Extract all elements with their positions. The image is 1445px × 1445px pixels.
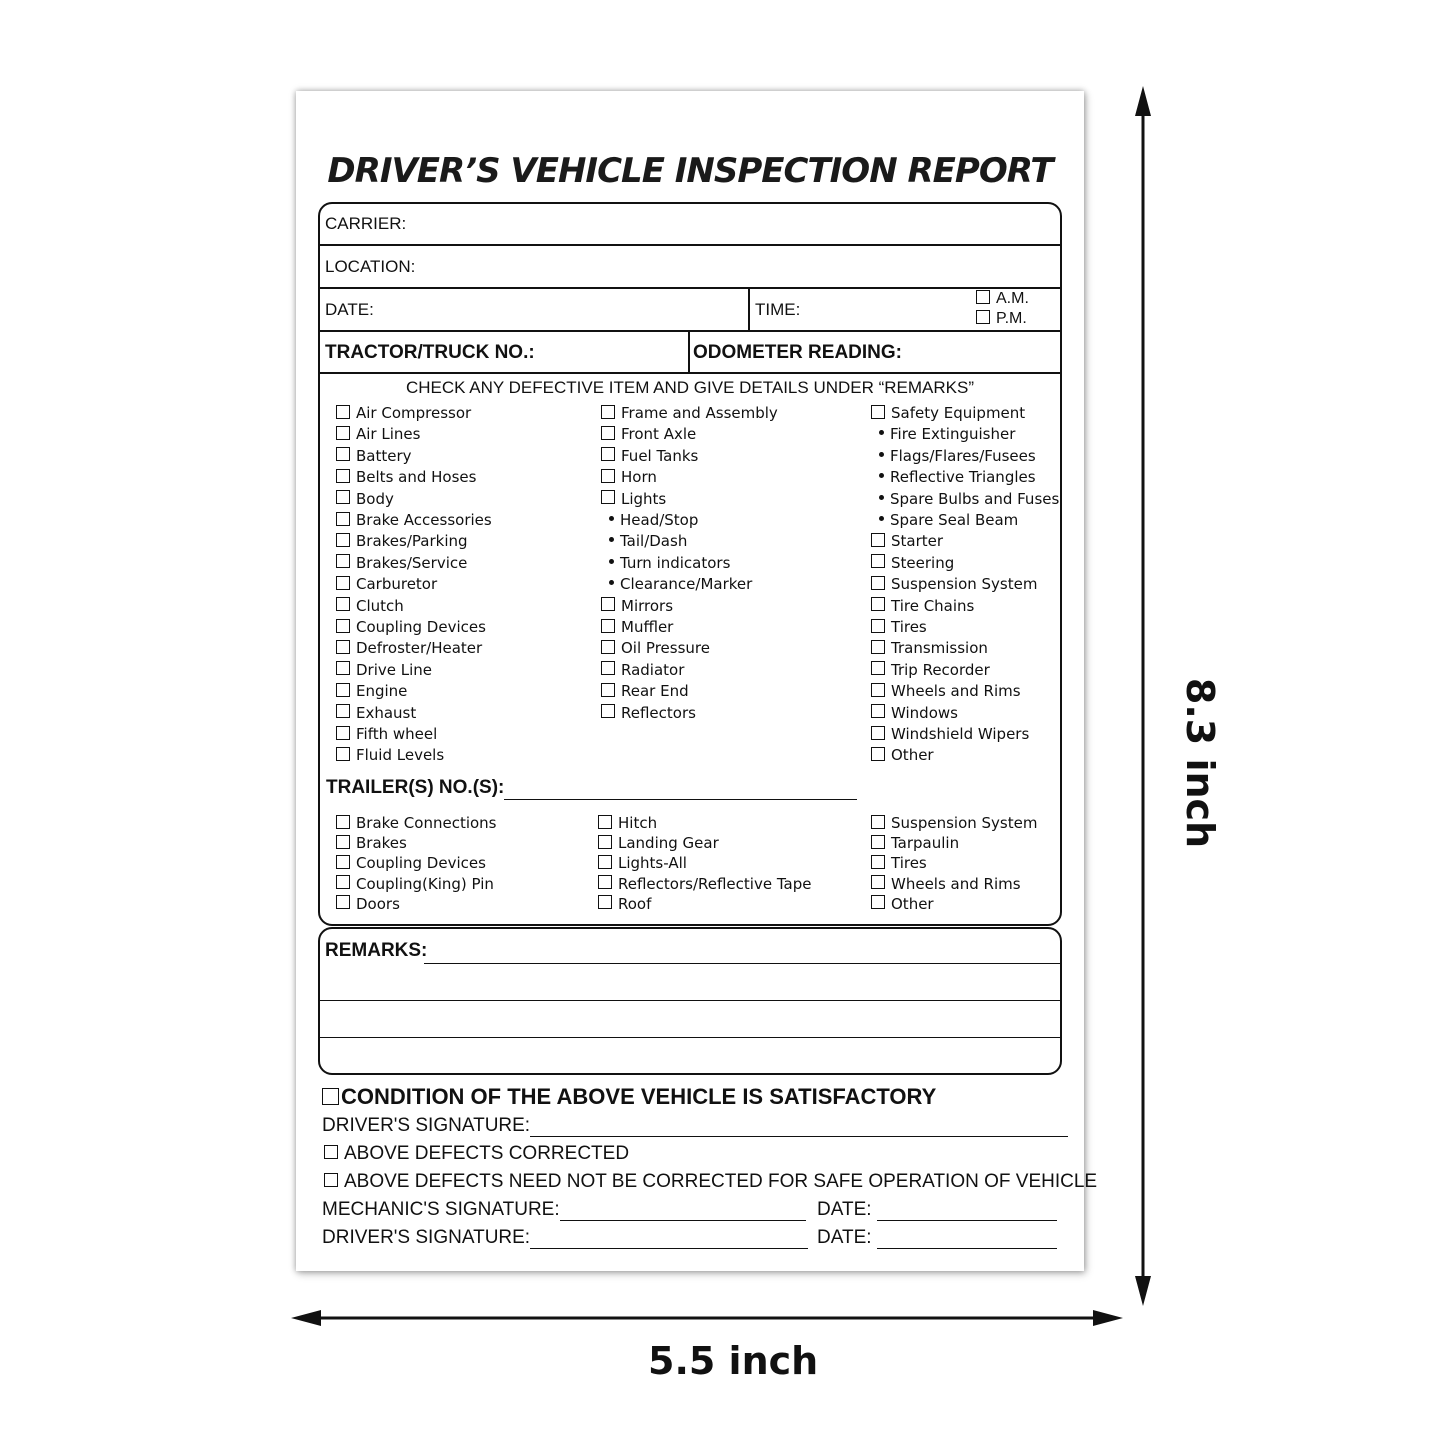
driver-signature-2-label: DRIVER'S SIGNATURE: bbox=[322, 1227, 531, 1248]
item-label: Rear End bbox=[621, 682, 689, 701]
driver-date-label: DATE: bbox=[817, 1227, 872, 1248]
item-label: Radiator bbox=[621, 660, 685, 679]
item-label: Battery bbox=[356, 446, 412, 465]
item-label: Head/Stop bbox=[620, 511, 699, 529]
item-label: Lights-All bbox=[618, 854, 687, 873]
item-label: Brakes/Parking bbox=[356, 532, 468, 551]
item-label: Windows bbox=[891, 703, 958, 722]
item-label: Tires bbox=[891, 618, 927, 636]
item-label: Mirrors bbox=[621, 596, 674, 615]
item-label: Oil Pressure bbox=[621, 639, 710, 658]
item-label: Coupling(King) Pin bbox=[356, 874, 494, 893]
item-label: Safety Equipment bbox=[891, 404, 1026, 422]
odometer-field[interactable]: ODOMETER READING: bbox=[693, 342, 902, 363]
item-label: Air Compressor bbox=[356, 404, 472, 422]
defects-corrected-label: ABOVE DEFECTS CORRECTED bbox=[344, 1143, 630, 1164]
date-field[interactable]: DATE: bbox=[325, 300, 374, 319]
mechanic-date-label: DATE: bbox=[817, 1199, 872, 1220]
item-label: Exhaust bbox=[356, 703, 417, 722]
item-label: Tires bbox=[891, 854, 927, 873]
item-label: Reflectors bbox=[621, 703, 696, 722]
item-label: Brake Accessories bbox=[356, 511, 492, 529]
item-label: Fire Extinguisher bbox=[890, 425, 1016, 444]
item-label: Fifth wheel bbox=[356, 725, 438, 743]
remarks-label: REMARKS: bbox=[325, 940, 428, 961]
item-label: Turn indicators bbox=[620, 553, 731, 572]
width-dimension-label: 5.5 inch bbox=[648, 1339, 819, 1383]
item-label: Steering bbox=[891, 553, 955, 572]
item-label: Tarpaulin bbox=[891, 834, 960, 853]
item-label: Front Axle bbox=[621, 425, 697, 444]
item-label: Reflectors/Reflective Tape bbox=[618, 874, 812, 893]
item-label: Brakes bbox=[356, 834, 407, 853]
item-label: Clutch bbox=[356, 596, 404, 615]
item-label: Air Lines bbox=[356, 425, 421, 444]
item-label: Flags/Flares/Fusees bbox=[890, 446, 1036, 465]
time-field[interactable]: TIME: bbox=[755, 300, 801, 319]
item-label: Starter bbox=[891, 532, 944, 551]
item-label: Coupling Devices bbox=[356, 618, 486, 636]
item-label: Spare Bulbs and Fuses bbox=[890, 489, 1060, 508]
item-label: Landing Gear bbox=[618, 834, 719, 853]
carrier-field[interactable]: CARRIER: bbox=[325, 214, 407, 233]
item-label: Belts and Hoses bbox=[356, 468, 477, 487]
driver-signature-label: DRIVER'S SIGNATURE: bbox=[322, 1115, 531, 1136]
item-label: Wheels and Rims bbox=[891, 682, 1021, 701]
item-label: Fluid Levels bbox=[356, 746, 445, 765]
trailer-no-label: TRAILER(S) NO.(S): bbox=[326, 777, 505, 798]
width-arrow bbox=[291, 1310, 1123, 1326]
item-label: Brake Connections bbox=[356, 814, 497, 832]
pm-label: P.M. bbox=[996, 310, 1027, 327]
item-label: Doors bbox=[356, 894, 400, 913]
item-label: Fuel Tanks bbox=[621, 446, 699, 465]
item-label: Roof bbox=[618, 894, 652, 913]
item-label: Suspension System bbox=[891, 814, 1038, 832]
item-label: Trip Recorder bbox=[891, 660, 990, 679]
item-label: Tire Chains bbox=[891, 596, 975, 615]
item-label: Suspension System bbox=[891, 575, 1038, 594]
item-label: Reflective Triangles bbox=[890, 468, 1036, 487]
report-title: DRIVER’S VEHICLE INSPECTION REPORT bbox=[327, 151, 1053, 191]
item-label: Drive Line bbox=[356, 660, 433, 679]
item-label: Defroster/Heater bbox=[356, 639, 483, 658]
am-label: A.M. bbox=[996, 290, 1029, 307]
item-label: Carburetor bbox=[356, 575, 438, 594]
item-label: Muffler bbox=[621, 618, 674, 636]
item-label: Other bbox=[891, 894, 934, 913]
height-arrow bbox=[1135, 86, 1151, 1306]
item-label: Hitch bbox=[618, 814, 658, 832]
item-label: Clearance/Marker bbox=[620, 575, 753, 594]
location-field[interactable]: LOCATION: bbox=[325, 257, 416, 276]
item-label: Windshield Wipers bbox=[891, 725, 1030, 743]
instructions-text: CHECK ANY DEFECTIVE ITEM AND GIVE DETAILS UNDER “REMARKS” bbox=[405, 378, 975, 397]
item-label: Body bbox=[356, 489, 394, 508]
item-label: Tail/Dash bbox=[620, 532, 688, 551]
tractor-truck-field[interactable]: TRACTOR/TRUCK NO.: bbox=[325, 342, 535, 363]
item-label: Engine bbox=[356, 682, 408, 701]
item-label: Wheels and Rims bbox=[891, 874, 1021, 893]
item-label: Horn bbox=[621, 468, 657, 487]
item-label: Coupling Devices bbox=[356, 854, 486, 873]
height-dimension-label: 8.3 inch bbox=[1178, 677, 1222, 849]
item-label: Lights bbox=[621, 489, 667, 508]
mechanic-signature-label: MECHANIC'S SIGNATURE: bbox=[322, 1199, 560, 1220]
item-label: Other bbox=[891, 746, 934, 765]
item-label: Spare Seal Beam bbox=[890, 511, 1019, 529]
item-label: Brakes/Service bbox=[356, 553, 468, 572]
condition-label: CONDITION OF THE ABOVE VEHICLE IS SATISFACTORY bbox=[341, 1084, 937, 1109]
defects-not-corrected-label: ABOVE DEFECTS NEED NOT BE CORRECTED FOR SAFE OPERATION OF VEHICLE bbox=[344, 1171, 1098, 1192]
item-label: Transmission bbox=[891, 639, 988, 658]
item-label: Frame and Assembly bbox=[621, 404, 778, 422]
